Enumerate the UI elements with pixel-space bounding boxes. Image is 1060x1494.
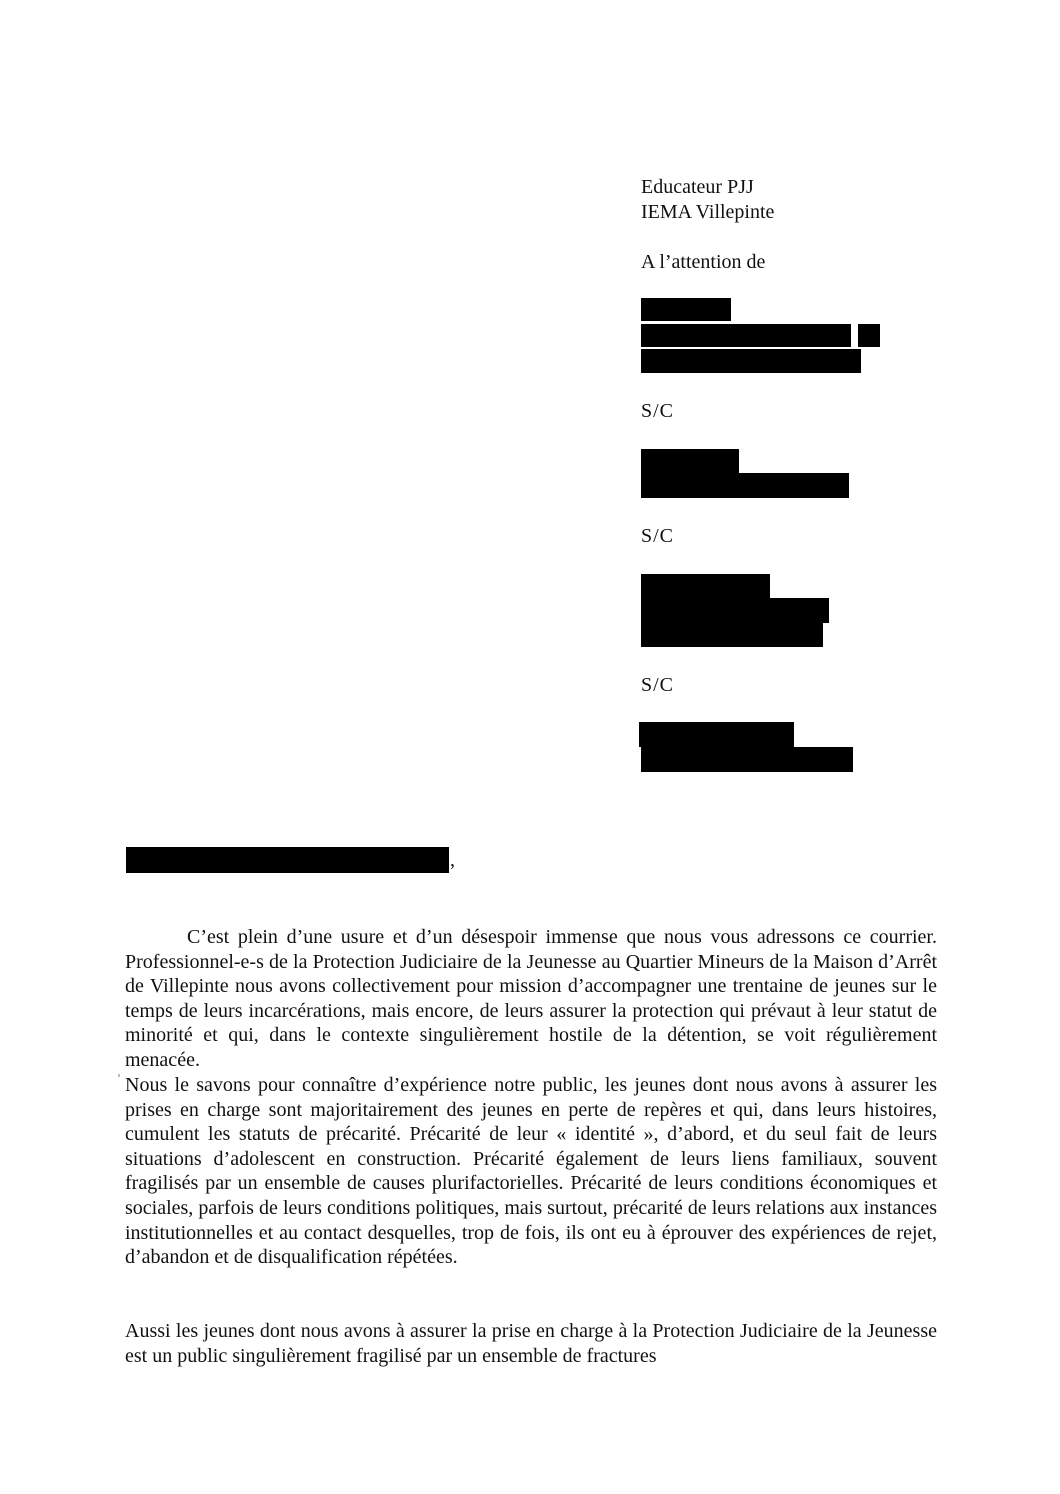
redacted-sc2-title <box>641 598 829 623</box>
body-paragraph-1: C’est plein d’une usure et d’un désespoir immense que nous vous adressons ce courrier. Professionnel-e-s de la Protection Judiciaire de la Jeunesse au Quartier Mineurs de la Maison d’Arrêt de Villepinte nous avons collectivement pour mission d’accompagner une trentaine de jeunes sur le temps de leurs incarcérations, mais encore, de leurs assurer la protection qui prévaut à leur statut de minorité et qui, dans le contexte singulièrement hostile de la détention, se voit régulièrement menacée. <box>125 926 937 1071</box>
redacted-recipient-name <box>641 298 731 321</box>
sc-label-1: S/C <box>641 400 675 422</box>
scan-speck <box>118 1074 120 1077</box>
attention-line: A l’attention de <box>641 251 766 273</box>
redacted-recipient-title <box>641 324 851 347</box>
redacted-recipient-title-suffix <box>858 324 880 347</box>
redacted-recipient-address <box>641 349 861 373</box>
redacted-sc1-title <box>641 473 849 498</box>
sc-label-2: S/C <box>641 525 675 547</box>
body-paragraph-2: Nous le savons pour connaître d’expérience notre public, les jeunes dont nous avons à assurer les prises en charge sont majoritairement des jeunes en perte de repères et qui, dans leurs histoires, cumulent les statuts de précarité. Précarité de leur « identité », d’abord, et du seul fait de leurs situations d’adolescent en construction. Précarité également de leurs liens familiaux, souvent fragilisés par un ensemble de causes plurifactorielles. Précarité de leurs conditions économiques et sociales, parfois de leurs conditions politiques, mais surtout, précarité de leurs relations aux instances institutionnelles et au contact desquelles, trop de fois, ils ont eu à éprouver des expériences de rejet, d’abandon et de disqualification répétées. <box>125 1074 937 1269</box>
sender-unit: IEMA Villepinte <box>641 201 775 223</box>
salutation-comma: , <box>450 849 455 871</box>
redacted-sc1-name <box>641 449 739 473</box>
redacted-sc3-title <box>641 747 853 772</box>
sender-block <box>641 175 774 225</box>
redacted-salutation <box>126 847 449 873</box>
redacted-sc3-name <box>639 722 794 747</box>
sc-label-3: S/C <box>641 674 675 696</box>
sender-title: Educateur PJJ <box>641 176 754 198</box>
body-paragraph-3: Aussi les jeunes dont nous avons à assurer la prise en charge à la Protection Judiciaire de la Jeunesse est un public singulièrement fragilisé par un ensemble de fractures <box>125 1320 937 1367</box>
redacted-sc2-name <box>641 574 770 598</box>
redacted-sc2-address <box>641 623 823 647</box>
